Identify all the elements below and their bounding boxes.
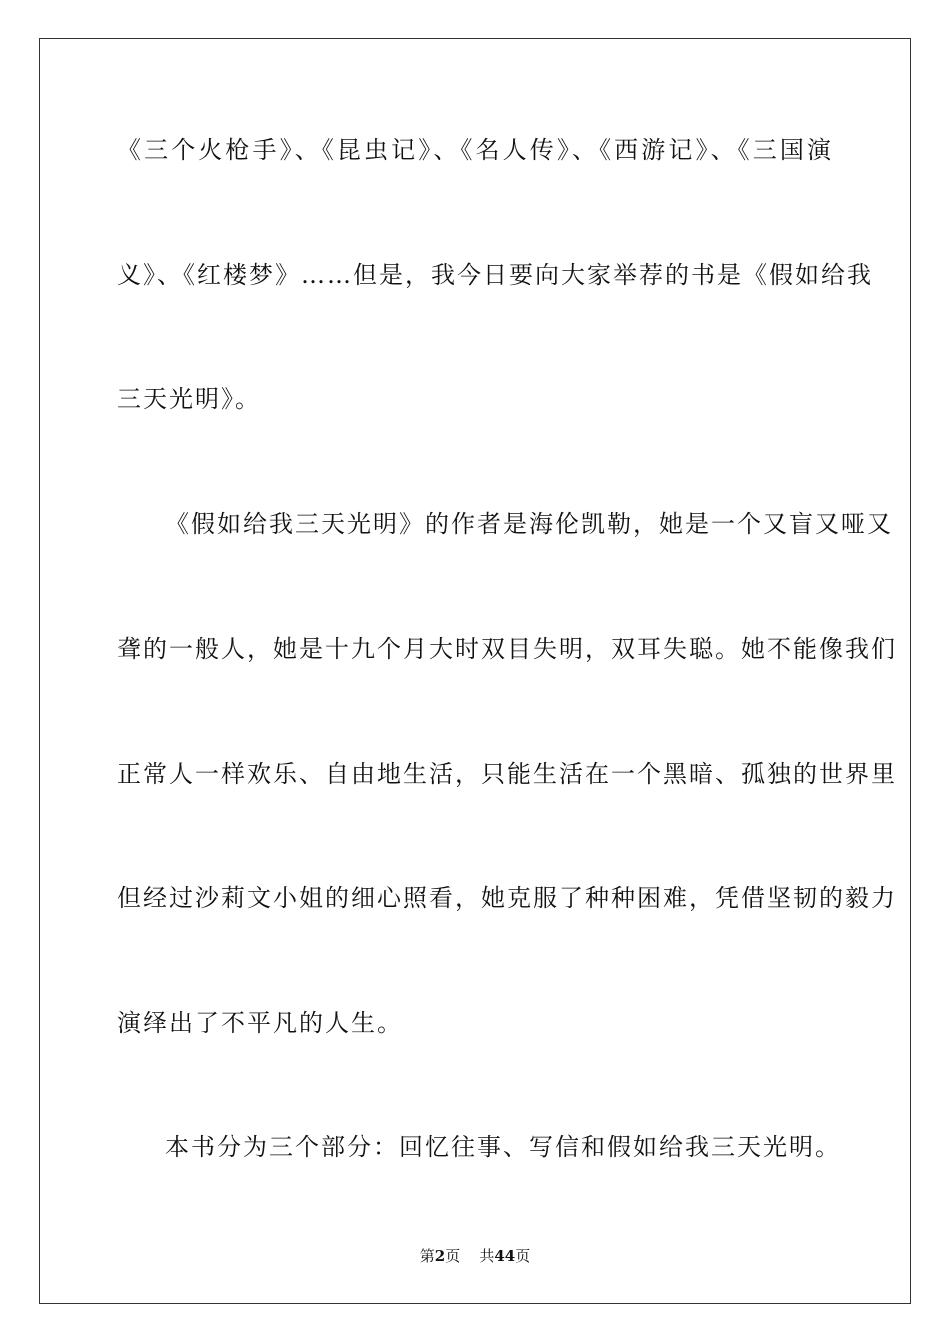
footer-page-number: 2	[434, 1247, 446, 1265]
footer-total-pages: 44	[494, 1247, 516, 1265]
body-line-5: 聋的一般人，她是十九个月大时双目失明，双耳失聪。她不能像我们	[117, 635, 897, 663]
body-line-1: 《三个火枪手》、《昆虫记》、《名人传》、《西游记》、《三国演	[117, 136, 833, 164]
footer-total-prefix: 共	[479, 1247, 495, 1265]
footer-page-prefix: 第	[419, 1247, 435, 1265]
footer-page-suffix: 页	[445, 1247, 461, 1265]
body-line-9: 本书分为三个部分：回忆往事、写信和假如给我三天光明。	[165, 1133, 841, 1161]
body-line-6: 正常人一样欢乐、自由地生活，只能生活在一个黑暗、孤独的世界里	[117, 760, 897, 788]
page-border	[39, 38, 911, 1304]
body-line-8: 演绎出了不平凡的人生。	[117, 1009, 403, 1037]
body-line-3: 三天光明》。	[117, 385, 261, 413]
page-footer	[0, 1246, 950, 1266]
body-line-7: 但经过沙莉文小姐的细心照看，她克服了种种困难，凭借坚韧的毅力	[117, 884, 897, 912]
body-line-4: 《假如给我三天光明》的作者是海伦凯勒，她是一个又盲又哑又	[165, 510, 893, 538]
body-line-2: 义》、《红楼梦》……但是，我今日要向大家举荐的书是《假如给我	[117, 261, 873, 289]
footer-total-suffix: 页	[515, 1247, 531, 1265]
